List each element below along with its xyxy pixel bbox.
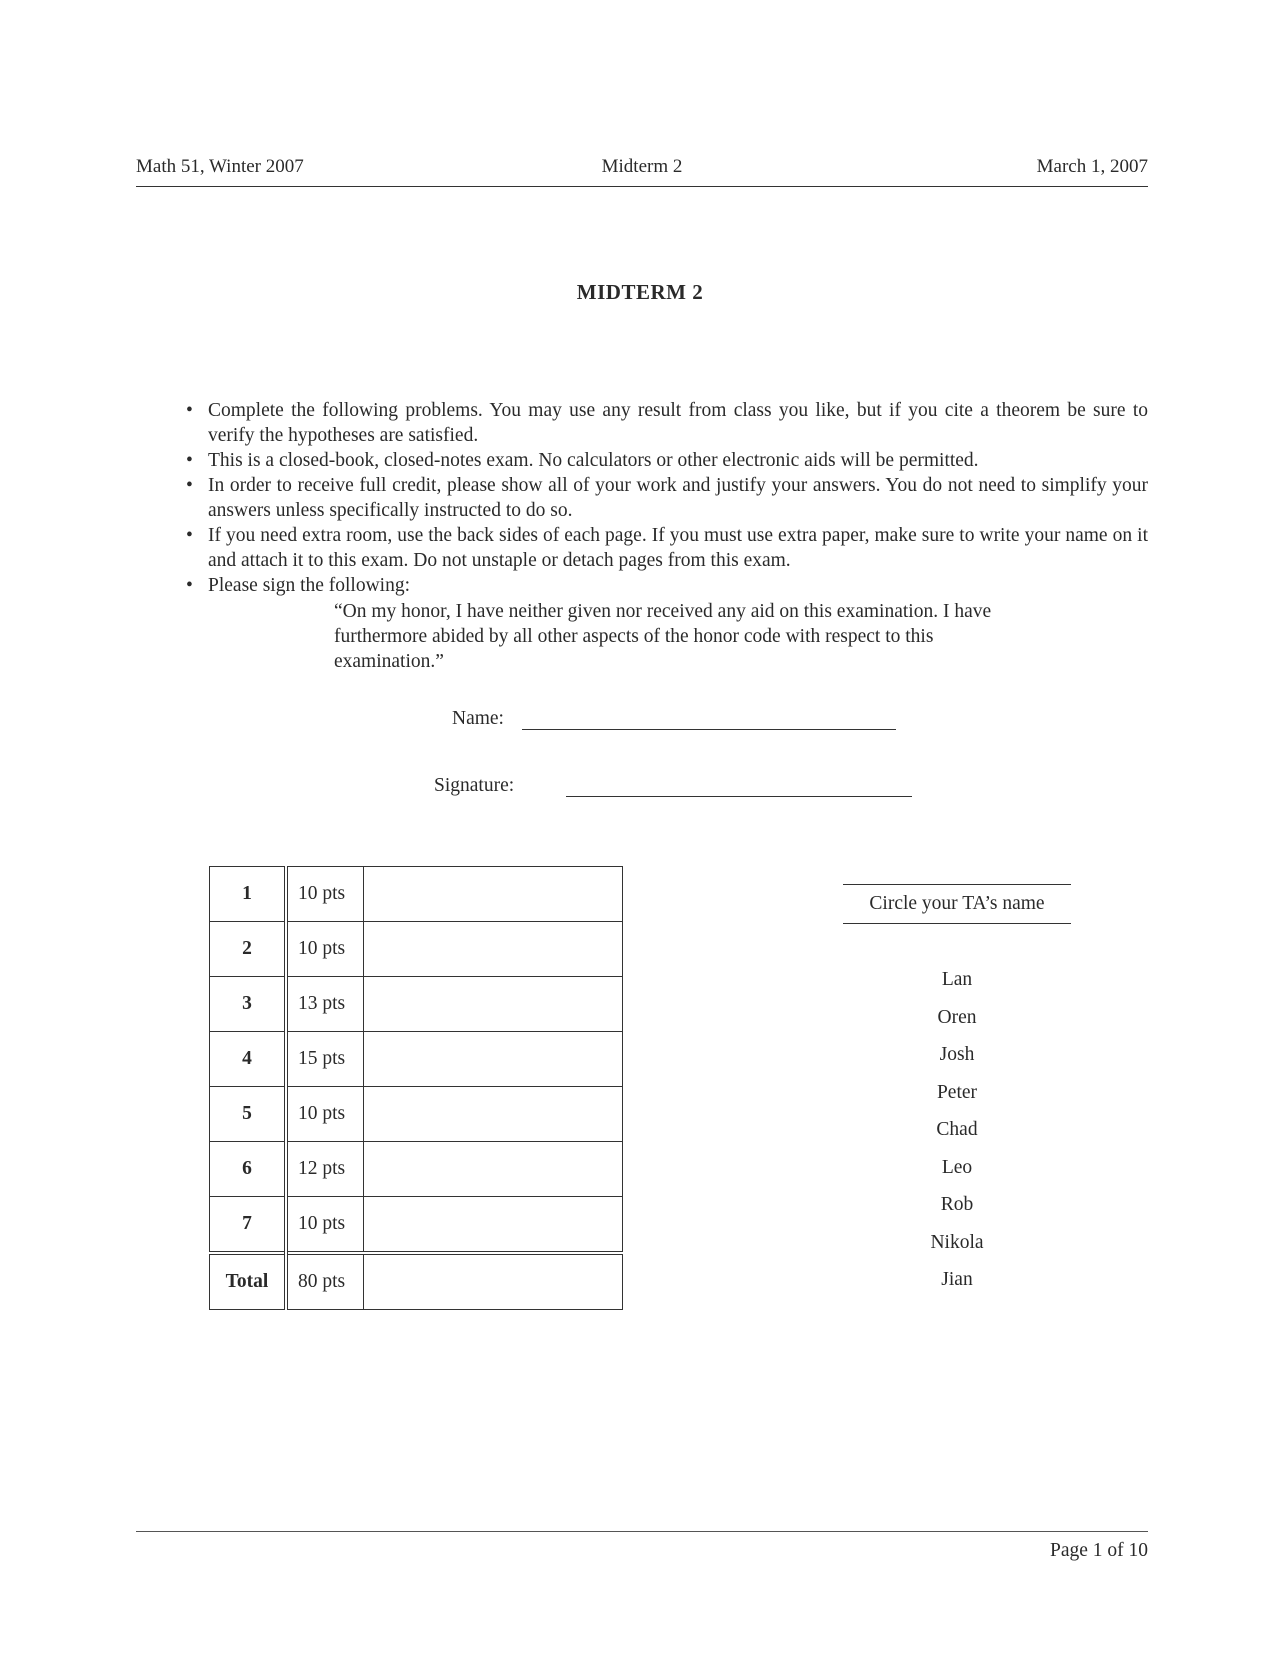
table-row [210, 922, 623, 977]
total-score-cell [363, 1253, 622, 1310]
table-row [210, 1197, 623, 1254]
problem-number: 3 [210, 977, 287, 1032]
score-cell [363, 977, 622, 1032]
problem-number: 7 [210, 1197, 287, 1254]
name-line[interactable] [522, 728, 896, 730]
signature-label: Signature: [434, 775, 515, 796]
bullet-icon: • [186, 400, 193, 421]
problem-number: 5 [210, 1087, 287, 1142]
total-row [210, 1253, 623, 1310]
ta-name-option[interactable]: Chad [936, 1119, 978, 1140]
table-row [210, 867, 623, 922]
problem-points: 15 pts [286, 1032, 363, 1087]
footer-divider [136, 1531, 1148, 1532]
score-cell [363, 1197, 622, 1254]
instruction-item: • Please sign the following: [186, 575, 411, 596]
ta-name-option[interactable]: Leo [941, 1156, 973, 1178]
exam-date: March 1, 2007 [1036, 156, 1148, 177]
signature-field[interactable] [434, 775, 514, 797]
score-cell [363, 1032, 622, 1087]
ta-name-option[interactable]: Jian [941, 1269, 973, 1290]
ta-name-option[interactable]: Peter [936, 1081, 978, 1103]
total-points: 80 pts [286, 1253, 363, 1310]
problem-number: 2 [210, 922, 287, 977]
score-cell [363, 1142, 622, 1197]
ta-name-option[interactable]: Nikola [930, 1231, 984, 1253]
score-cell [363, 867, 622, 922]
name-field[interactable] [452, 708, 504, 730]
ta-name-option[interactable]: Oren [937, 1006, 977, 1028]
problem-points: 13 pts [286, 977, 363, 1032]
problem-number: 4 [210, 1032, 287, 1087]
ta-name-option[interactable]: Rob [940, 1194, 974, 1215]
table-row [210, 977, 623, 1032]
ta-name-option[interactable]: Lan [941, 969, 973, 990]
bullet-icon: • [186, 450, 193, 471]
instruction-item: • In order to receive full credit, please show all of your work and justify your answers. You do not need to simplify your answers unless specifically instructed to do so. [186, 475, 1148, 521]
ta-name-list [843, 968, 1071, 1306]
problem-points: 10 pts [286, 1087, 363, 1142]
bullet-icon: • [186, 525, 193, 546]
honor-pledge: “On my honor, I have neither given nor received any aid on this examination. I have furthermore abided by all other aspects of the honor code with respect to this examination.” [334, 601, 992, 672]
page-header [136, 156, 1148, 187]
instructions-list [186, 398, 1148, 598]
ta-heading: Circle your TA’s name [843, 884, 1071, 924]
problem-number: 1 [210, 867, 287, 922]
table-row [210, 1032, 623, 1087]
page-number: Page 1 of 10 [1049, 1540, 1148, 1561]
score-cell [363, 1087, 622, 1142]
course-name: Math 51, Winter 2007 [136, 156, 304, 177]
problem-points: 10 pts [286, 1197, 363, 1254]
problem-points: 10 pts [286, 922, 363, 977]
signature-line[interactable] [566, 795, 912, 797]
instruction-item: • If you need extra room, use the back sides of each page. If you must use extra paper, make sure to write your name on it and attach it to this exam. Do not unstaple or detach pages from this exam. [186, 525, 1148, 571]
exam-name: Midterm 2 [601, 156, 683, 177]
bullet-icon: • [186, 475, 193, 496]
problem-points: 10 pts [286, 867, 363, 922]
name-label: Name: [452, 708, 504, 729]
table-row [210, 1142, 623, 1197]
table-row [210, 1087, 623, 1142]
page-title: MIDTERM 2 [576, 280, 704, 304]
instruction-item: • This is a closed-book, closed-notes exam. No calculators or other electronic aids will be permitted. [186, 450, 979, 471]
instruction-item: • Complete the following problems. You may use any result from class you like, but if you cite a theorem be sure to verify the hypotheses are satisfied. [186, 400, 1148, 446]
total-label: Total [210, 1253, 287, 1310]
bullet-icon: • [186, 575, 193, 596]
score-table [209, 866, 623, 1310]
problem-points: 12 pts [286, 1142, 363, 1197]
ta-name-option[interactable]: Josh [939, 1044, 975, 1065]
score-cell [363, 922, 622, 977]
problem-number: 6 [210, 1142, 287, 1197]
